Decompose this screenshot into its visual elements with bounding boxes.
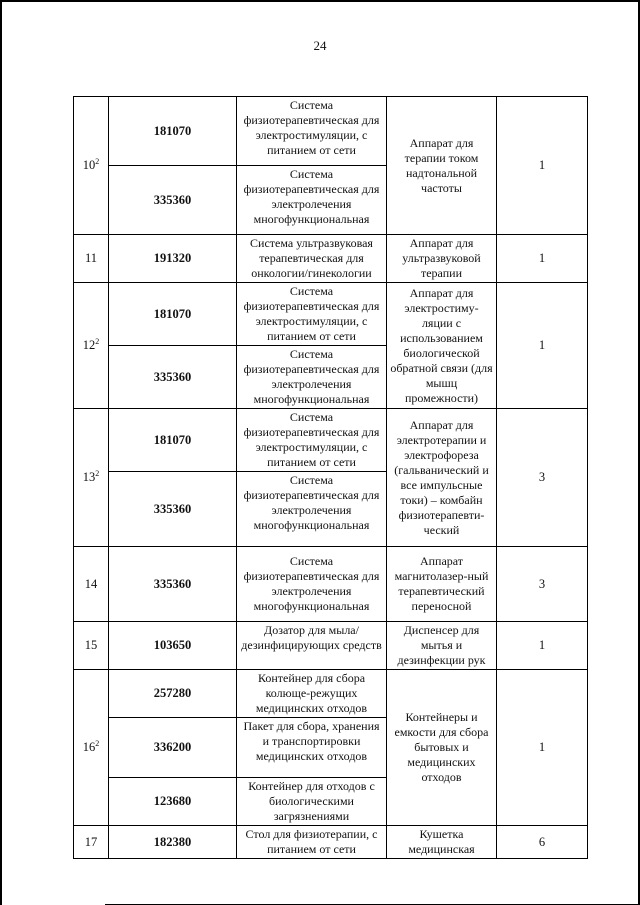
item-code: 181070 bbox=[109, 97, 237, 166]
item-description: Система ультразвуковая терапевтическая для онкологии/гинекологии bbox=[237, 235, 387, 283]
equipment-table-wrap bbox=[73, 96, 587, 859]
row-number: 11 bbox=[74, 235, 109, 283]
item-description: Контейнер для сбора колюще-режущих медицинских отходов bbox=[237, 670, 387, 718]
table-row bbox=[74, 409, 588, 472]
table-row bbox=[74, 283, 588, 346]
table-row bbox=[74, 547, 588, 622]
quantity: 3 bbox=[497, 547, 588, 622]
item-code: 181070 bbox=[109, 283, 237, 346]
item-code: 103650 bbox=[109, 622, 237, 670]
equipment-type: Диспенсер для мытья и дезинфекции рук bbox=[387, 622, 497, 670]
table-row bbox=[74, 826, 588, 859]
row-number: 17 bbox=[74, 826, 109, 859]
item-description: Система физиотерапевтическая для электростимуляции, с питанием от сети bbox=[237, 283, 387, 346]
scan-border-top bbox=[0, 0, 640, 2]
quantity: 6 bbox=[497, 826, 588, 859]
equipment-type: Контейнеры и емкости для сбора бытовых и медицинских отходов bbox=[387, 670, 497, 826]
item-code: 336200 bbox=[109, 718, 237, 778]
equipment-type: Аппарат магнитолазер-ный терапевтический переносной bbox=[387, 547, 497, 622]
item-code: 335360 bbox=[109, 346, 237, 409]
item-code: 191320 bbox=[109, 235, 237, 283]
equipment-table bbox=[73, 96, 588, 859]
quantity: 1 bbox=[497, 622, 588, 670]
equipment-type: Аппарат для электростиму-ляции с использованием биологической обратной связи (для мышц промежности) bbox=[387, 283, 497, 409]
row-number: 14 bbox=[74, 547, 109, 622]
quantity: 1 bbox=[497, 235, 588, 283]
table-row bbox=[74, 235, 588, 283]
item-code: 123680 bbox=[109, 778, 237, 826]
row-number: $10^2$ bbox=[74, 97, 109, 235]
table-row bbox=[74, 622, 588, 670]
item-description: Система физиотерапевтическая для электролечения многофункциональная bbox=[237, 472, 387, 547]
row-number: $13^2$ bbox=[74, 409, 109, 547]
item-description: Дозатор для мыла/ дезинфицирующих средств bbox=[237, 622, 387, 670]
item-code: 335360 bbox=[109, 472, 237, 547]
item-description: Система физиотерапевтическая для электролечения многофункциональная bbox=[237, 166, 387, 235]
item-code: 182380 bbox=[109, 826, 237, 859]
item-code: 335360 bbox=[109, 166, 237, 235]
scan-border-left bbox=[0, 0, 2, 905]
equipment-type: Кушетка медицинская bbox=[387, 826, 497, 859]
item-code: 181070 bbox=[109, 409, 237, 472]
item-description: Система физиотерапевтическая для электролечения многофункциональная bbox=[237, 547, 387, 622]
equipment-type: Аппарат для электротерапии и электрофореза (гальванический и все импульсные токи) – комбайн физиотерапевти-ческий bbox=[387, 409, 497, 547]
row-number: $16^2$ bbox=[74, 670, 109, 826]
quantity: 3 bbox=[497, 409, 588, 547]
item-code: 335360 bbox=[109, 547, 237, 622]
item-description: Контейнер для отходов с биологическими загрязнениями bbox=[237, 778, 387, 826]
item-description: Система физиотерапевтическая для электролечения многофункциональная bbox=[237, 346, 387, 409]
item-code: 257280 bbox=[109, 670, 237, 718]
table-row bbox=[74, 670, 588, 718]
row-number: $12^2$ bbox=[74, 283, 109, 409]
row-number: 15 bbox=[74, 622, 109, 670]
item-description: Стол для физиотерапии, с питанием от сети bbox=[237, 826, 387, 859]
quantity: 1 bbox=[497, 283, 588, 409]
item-description: Система физиотерапевтическая для электростимуляции, с питанием от сети bbox=[237, 409, 387, 472]
equipment-type: Аппарат для терапии током надтональной частоты bbox=[387, 97, 497, 235]
page-number: 24 bbox=[313, 38, 327, 53]
equipment-type: Аппарат для ультразвуковой терапии bbox=[387, 235, 497, 283]
quantity: 1 bbox=[497, 97, 588, 235]
item-description: Пакет для сбора, хранения и транспортировки медицинских отходов bbox=[237, 718, 387, 778]
table-row bbox=[74, 97, 588, 166]
quantity: 1 bbox=[497, 670, 588, 826]
item-description: Система физиотерапевтическая для электростимуляции, с питанием от сети bbox=[237, 97, 387, 166]
